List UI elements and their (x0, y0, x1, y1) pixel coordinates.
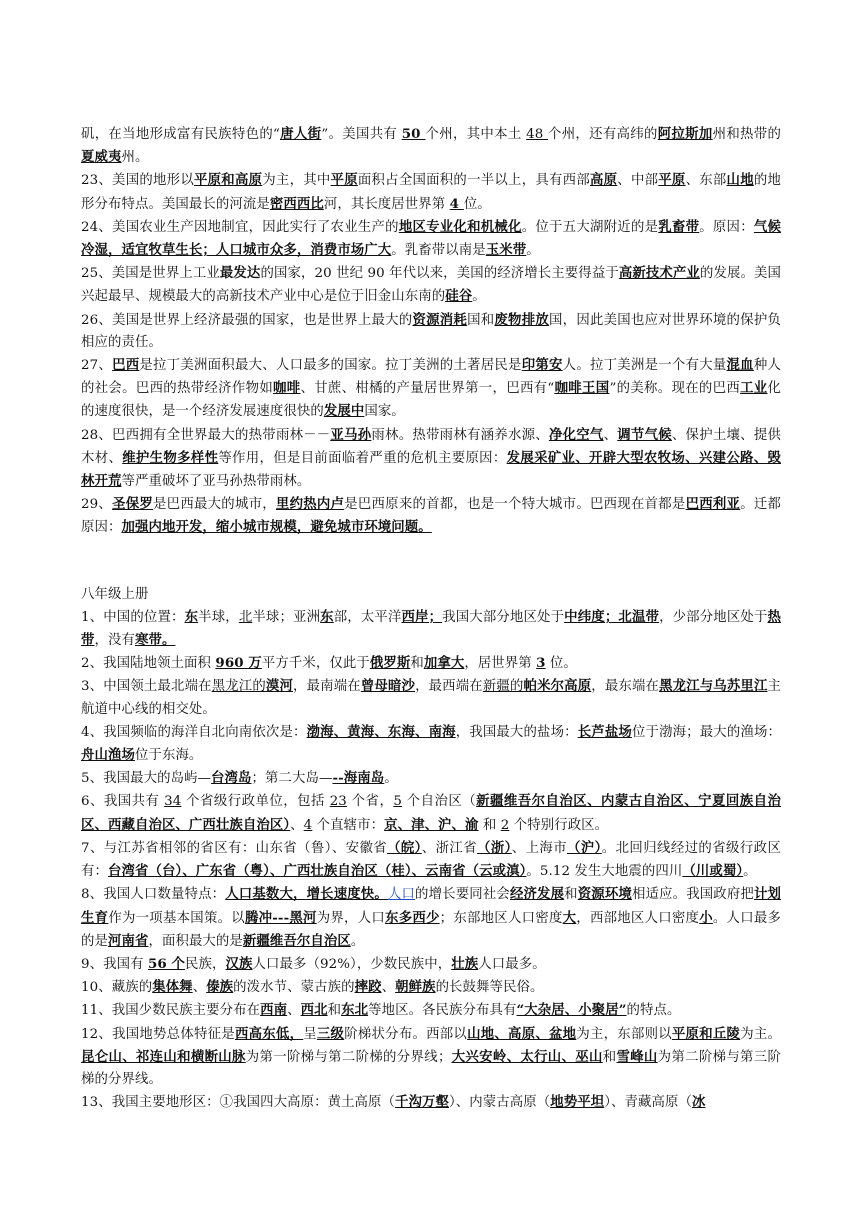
section-grade8-volume1 (81, 606, 781, 1114)
highlighted-term: 平原和丘陵 (671, 1025, 741, 1042)
highlighted-term: 三级 (316, 1025, 345, 1042)
highlighted-term: 巴西 (112, 357, 140, 374)
highlighted-term: 曾母暗沙 (360, 678, 416, 695)
text-run: 作为一项基本国策。以 (108, 910, 245, 926)
text-run: 矶，在当地形成富有民族特色的“ (81, 127, 280, 142)
highlighted-term: 长芦盐场 (577, 723, 632, 740)
highlighted-term: 34 (164, 794, 182, 810)
text-run: 为第二阶梯与第三阶梯的分界线。 (81, 1049, 781, 1087)
paragraph (81, 837, 781, 883)
text-run: 个州，还有高纬的 (547, 127, 658, 142)
text-run: 26、美国是世界上经济最强的国家，也是世界上最大的 (81, 312, 413, 328)
text-run: 、东部 (685, 173, 727, 189)
paragraph (81, 767, 781, 790)
text-run: 的特点。 (626, 1003, 681, 1019)
section-heading: 八年级上册 (81, 586, 149, 602)
highlighted-term: 昆仑山、祁连山和横断山脉 (81, 1048, 246, 1065)
highlighted-term: 寒带。 (134, 632, 176, 649)
highlighted-term: 大 (562, 909, 577, 926)
text-run: 。原因： (699, 219, 754, 235)
text-run: ，少部分地区处于 (659, 609, 768, 625)
paragraph (81, 216, 781, 262)
highlighted-term: 山地 (726, 172, 754, 189)
text-run: 。 (384, 771, 398, 787)
text-run: 等地区。各民族分布具有 (368, 1003, 517, 1019)
section-gap (81, 540, 781, 584)
text-run: 人口最多。 (478, 956, 546, 972)
highlighted-term: 加拿大 (423, 655, 465, 672)
highlighted-term: 东多西少 (385, 909, 440, 926)
paragraph (81, 606, 781, 652)
text-run: 的长鼓舞等民俗。 (435, 980, 544, 996)
text-run: 个省级行政单位，包括 (181, 794, 330, 810)
highlighted-term: 高原 (589, 172, 618, 189)
highlighted-term: 台湾岛 (211, 770, 252, 787)
text-run: 为主，东部则以 (576, 1026, 672, 1042)
text-run: 、 (290, 817, 304, 833)
text-run: 2、我国陆地领土面积 (81, 656, 216, 672)
text-run: 人口最多（92%），少数民族中， (252, 956, 452, 972)
text-run: 、保护土壤、提供木材、 (81, 427, 781, 466)
text-run: 28、巴西拥有全世界最大的热带雨林－－ (81, 427, 331, 443)
text-run: 半球， (198, 609, 239, 625)
text-run: 雨林。热带雨林有涵养水源、 (371, 427, 549, 443)
highlighted-term: 山地、高原、盆地 (467, 1025, 577, 1042)
text-run: 24、美国农业生产因地制宜，因此实行了农业生产的 (81, 219, 399, 235)
highlighted-term: 计划生育 (81, 886, 782, 926)
text-run: ，面积最大的是 (148, 933, 243, 949)
text-run: 。 (472, 289, 486, 305)
text-run: 和 (564, 887, 578, 903)
highlighted-term: 东 (320, 608, 334, 625)
highlighted-term: 东北 (341, 1002, 369, 1019)
text-run: 是巴西原来的首都，也是一个特大城市。巴西现在首都是 (344, 497, 686, 513)
text-run: 、浙江省 (421, 840, 478, 856)
highlighted-term: 河南省 (107, 932, 149, 949)
text-run: 的国家，20 世纪 90 年代以来，美国的经济增长主要得益于 (260, 266, 619, 282)
paragraph (81, 883, 781, 953)
document-page (81, 123, 781, 1114)
highlighted-term: 维护生物多样性 (122, 449, 219, 466)
highlighted-term: 50 (401, 126, 426, 142)
paragraph (81, 493, 781, 539)
highlighted-term: 平原和高原 (193, 172, 263, 189)
text-run: 13、我国主要地形区：①我国四大高原：黄土高原（ (81, 1095, 396, 1111)
highlighted-term: 平原 (330, 172, 358, 189)
paragraph (81, 424, 781, 494)
text-run: 位。 (463, 196, 491, 212)
highlighted-term: 大兴安岭、太行山、巫山 (451, 1048, 603, 1065)
text-run: 位于东海。 (134, 748, 203, 764)
text-run: 等严重破坏了亚马孙热带雨林。 (121, 474, 311, 490)
text-run: ，最南端在 (293, 679, 361, 695)
highlighted-term: 资源消耗 (412, 311, 468, 328)
highlighted-term: 亚马孙 (330, 426, 372, 443)
highlighted-term: 发展采矿业、开辟大型农牧场、兴建公路、毁林开荒 (81, 449, 781, 490)
text-run: 、 (287, 1003, 301, 1019)
highlighted-term: 最发达 (219, 265, 261, 282)
highlighted-term: 俄罗斯 (369, 655, 411, 672)
section-america-brazil (81, 123, 781, 540)
text-run: 。迁都原因： (81, 497, 781, 536)
text-run: 3、中国领土最北端在 (81, 679, 212, 695)
text-run: ，我国最大的盐场： (455, 724, 578, 740)
text-run: 为第一阶梯与第二阶梯的分界线； (245, 1049, 452, 1065)
highlighted-term: 朝鲜族 (395, 979, 436, 996)
text-run: 、上海市 (511, 840, 568, 856)
text-run: 和 (327, 1003, 342, 1019)
text-run: 个自治区（ (401, 794, 477, 810)
highlighted-term: 密西西比 (269, 195, 324, 212)
text-run: 11、我国少数民族主要分布在 (81, 1003, 261, 1019)
highlighted-term: （皖） (387, 839, 422, 856)
paragraph (81, 169, 781, 215)
highlighted-term: 5 (393, 794, 402, 810)
highlighted-term: 傣族 (206, 979, 234, 996)
highlighted-term: 960 万 (215, 655, 262, 672)
highlighted-term: 地区专业化和机械化 (398, 218, 522, 235)
paragraph (81, 309, 781, 354)
text-run: 1、中国的位置： (81, 609, 185, 625)
text-run: 民族， (185, 956, 226, 972)
text-run: 国和 (467, 312, 495, 328)
paragraph (81, 976, 781, 999)
text-run: 个省， (346, 794, 394, 810)
text-run: 为主。 (740, 1026, 781, 1042)
text-run: ；东部地区人口密度 (439, 910, 563, 926)
highlighted-term: “大杂居、小聚居” (516, 1002, 627, 1019)
text-run: 的增长要同社会 (415, 887, 510, 903)
highlighted-term: 净化空气 (548, 426, 604, 443)
text-run: ，居世界第 (464, 656, 537, 672)
highlighted-term: 发展中 (323, 403, 365, 420)
highlighted-term: （浙） (477, 839, 512, 856)
highlighted-term: 巴西利亚 (685, 496, 741, 513)
text-run: 6、我国共有 (81, 794, 165, 810)
highlighted-term: 混血 (726, 357, 754, 374)
text-run: 、中部 (617, 173, 659, 189)
text-run: 河，其长度居世界第 (323, 196, 450, 212)
text-run: 8、我国人口数量特点： (81, 887, 226, 903)
highlighted-term: 硅谷 (445, 288, 473, 305)
highlighted-term: 4 (449, 195, 464, 212)
highlighted-term: 气候冷湿，适宜牧草生长；人口城市众多，消费市场广大 (81, 218, 782, 259)
highlighted-term: 咖啡王国 (554, 380, 610, 397)
text-run: 个特别行政区。 (509, 817, 609, 833)
text-run: ，西部地区人口密度 (576, 910, 700, 926)
highlighted-term: 圣保罗 (112, 496, 154, 513)
highlighted-term: 新疆维吾尔自治区 (242, 932, 351, 949)
highlighted-term: 舟山渔场 (81, 747, 135, 764)
text-run: 29、 (81, 497, 113, 513)
text-run: 是拉丁美洲面积最大、人口最多的国家。拉丁美洲的土著居民是 (139, 358, 522, 374)
highlighted-term: 资源环境 (577, 886, 632, 903)
text-run: 。乳畜带以南是 (391, 243, 486, 259)
highlighted-term: 工业 (740, 380, 768, 397)
highlighted-term: 玉米带 (485, 242, 527, 259)
highlighted-term: 中纬度；北温带 (564, 608, 660, 625)
highlighted-term: 京、津、沪、渝 (384, 816, 479, 833)
text-run: 位。 (545, 656, 577, 672)
text-run: 12、我国地势总体特征是 (81, 1026, 235, 1042)
highlighted-term: 摔跤 (354, 979, 382, 996)
highlighted-term: 雪峰山 (616, 1048, 658, 1065)
highlighted-term: 唐人街 (279, 126, 322, 142)
text-run: ”的美称。现在的巴西 (609, 381, 741, 397)
highlighted-term: 人口基数大，增长速度快。 (225, 886, 388, 903)
text-run: 等作用，但是目前面临着严重的危机主要原因： (218, 450, 507, 466)
highlighted-term: 新疆的 (482, 679, 524, 695)
highlighted-term: 平原 (658, 172, 686, 189)
paragraph (81, 262, 781, 308)
text-run: 国家。 (364, 404, 405, 420)
paragraph (81, 953, 781, 976)
highlighted-term: 腾冲---黑河 (244, 909, 317, 926)
text-run: 国，因此美国也应对世界环境的保护负相应的责任。 (81, 312, 781, 350)
highlighted-term: 帕米尔高原 (523, 678, 592, 695)
highlighted-term: 加强内地开发，缩小城市规模，避免城市环境问题。 (121, 519, 432, 536)
highlighted-term: 经济发展 (509, 886, 565, 903)
paragraph (81, 652, 781, 675)
text-run: 平方千米，仅此于 (261, 656, 370, 672)
highlighted-term: 48 (526, 127, 548, 142)
highlighted-term: 汉族 (225, 955, 253, 972)
text-run: 位于渤海；最大的渔场： (631, 724, 782, 740)
text-run: ）、青藏高原（ (604, 1095, 692, 1111)
text-run: 的地形分布特点。美国最长的河流是 (81, 173, 782, 212)
text-run: 和 (602, 1049, 617, 1065)
text-run: 面积占全国面积的一半以上，具有西部 (357, 173, 590, 189)
text-run: 23、美国的地形以 (81, 173, 194, 189)
text-run: 人。拉丁美洲是一个有大量 (562, 358, 727, 374)
text-run: 我国大部分地区处于 (442, 609, 565, 625)
text-run: 。北回归线经过的省级行政区有： (81, 840, 781, 880)
text-run: 4、我国频临的海洋自北向南依次是： (81, 724, 307, 740)
text-run: 个州，其中本土 (425, 127, 527, 142)
text-run: 部，太平洋 (333, 609, 402, 625)
highlighted-term: 黑龙江的 (211, 679, 266, 695)
text-run: 、甘蔗、柑橘的产量居世界第一，巴西有“ (300, 381, 555, 397)
text-run: 27、 (81, 358, 113, 374)
highlighted-term: 东 (184, 608, 199, 625)
highlighted-term: 集体舞 (152, 979, 193, 996)
text-run: 半球；亚洲 (252, 609, 321, 625)
highlighted-term: 黑龙江与乌苏里江 (659, 678, 768, 695)
text-run: ；第二大岛— (251, 771, 333, 787)
highlighted-term: 西高东低， (234, 1025, 304, 1042)
highlighted-term: 高新技术产业 (618, 265, 700, 282)
highlighted-term: 壮族 (451, 955, 479, 972)
text-run: 的泼水节、蒙古族的 (233, 980, 355, 996)
paragraph (81, 123, 781, 169)
highlighted-term: 废物排放 (494, 311, 550, 328)
highlighted-term: （沪） (567, 839, 602, 856)
text-run: 化的速度很快，是一个经济发展速度很快的 (81, 381, 781, 420)
text-run: 相适应。我国政府把 (631, 887, 754, 903)
paragraph (81, 354, 781, 424)
text-run: 9、我国有 (81, 956, 148, 972)
text-run: 阶梯状分布。西部以 (344, 1026, 468, 1042)
text-run: 的发展。美国兴起最早、规模最大的高新技术产业中心是位于旧金山东南的 (81, 266, 781, 305)
text-run: 5、我国最大的岛屿— (81, 771, 212, 787)
highlighted-term: 冰 (691, 1094, 706, 1111)
text-run: 、 (603, 427, 618, 443)
highlighted-term: 夏威夷 (81, 149, 122, 166)
text-run: 主航道中心线的相交处。 (81, 679, 782, 717)
text-run: 州和热带的 (712, 127, 781, 142)
highlighted-term: 渤海、黄海、东海、南海 (306, 723, 456, 740)
text-run: ，最东端在 (591, 679, 660, 695)
highlighted-term: 地势平坦 (550, 1094, 605, 1111)
highlighted-term: 调节气候 (617, 426, 672, 443)
text-run: 州。 (121, 150, 149, 166)
highlighted-term: 小 (699, 909, 713, 926)
text-run: 25、美国是世界上工业 (81, 266, 220, 282)
highlighted-term: 新疆维吾尔自治区、内蒙古自治区、宁夏回族自治区、西藏自治区、广西壮族自治区） (81, 793, 782, 833)
highlighted-term: 2 (500, 817, 510, 833)
text-run: 。 (526, 243, 540, 259)
hyperlink-text[interactable]: 人口 (387, 887, 416, 903)
text-run: 为主，其中 (262, 173, 331, 189)
highlighted-term: --海南岛 (332, 770, 385, 787)
text-run: 。5.12 发生大地震的四川 (526, 864, 683, 880)
highlighted-term: 漠河 (265, 678, 294, 695)
text-run: 。位于五大湖附近的是 (521, 219, 659, 235)
highlighted-term: 23 (329, 794, 347, 810)
highlighted-term: 西北 (300, 1002, 328, 1019)
highlighted-term: 台湾省（台）、广东省（粤）、广西壮族自治区（桂）、云南省（云或滇） (107, 863, 527, 880)
text-run: 10、藏族的 (81, 980, 153, 996)
paragraph (81, 999, 781, 1022)
highlighted-term: 千沟万壑 (395, 1094, 449, 1111)
text-run: ）、内蒙古高原（ (449, 1095, 551, 1111)
paragraph (81, 1091, 781, 1114)
text-run: 。 (350, 933, 365, 949)
highlighted-term: 4 (303, 817, 313, 833)
highlighted-term: 咖啡 (273, 380, 301, 397)
text-run: 。 (743, 864, 757, 880)
text-run: 和 (410, 656, 424, 672)
text-run: 7、与江苏省相邻的省区有：山东省（鲁）、安徽省 (81, 840, 388, 856)
text-run: 。人口最多的是 (81, 910, 782, 949)
paragraph (81, 790, 781, 836)
highlighted-term: 西南 (260, 1002, 288, 1019)
highlighted-term: （川或蜀） (682, 863, 744, 880)
text-run: 、 (192, 980, 207, 996)
paragraph (81, 675, 781, 720)
text-run: 是巴西最大的城市， (153, 497, 276, 513)
highlighted-term: 阿拉斯加 (657, 126, 713, 142)
highlighted-term: 56 个 (147, 955, 186, 972)
text-run: ，没有 (94, 633, 135, 649)
text-run: 为界，人口 (316, 910, 386, 926)
highlighted-term: 热带 (81, 608, 781, 649)
text-run: 、 (381, 980, 396, 996)
text-run: 个直辖市： (312, 817, 385, 833)
highlighted-term: 乳畜带 (658, 218, 700, 235)
text-run: 和 (478, 817, 501, 833)
paragraph (81, 721, 781, 767)
text-run: ，最西端在 (415, 679, 483, 695)
text-run: 呈 (303, 1026, 317, 1042)
highlighted-term: 3 (536, 655, 546, 672)
highlighted-term: 里约热内卢 (275, 496, 345, 513)
text-run: 种人的社会。巴西的热带经济作物如 (81, 358, 781, 397)
text-run: ”。美国共有 (321, 127, 402, 142)
highlighted-term: 西岸； (401, 608, 443, 625)
highlighted-term: 印第安 (521, 357, 563, 374)
paragraph (81, 1023, 781, 1092)
highlighted-term: 北 (238, 609, 253, 625)
